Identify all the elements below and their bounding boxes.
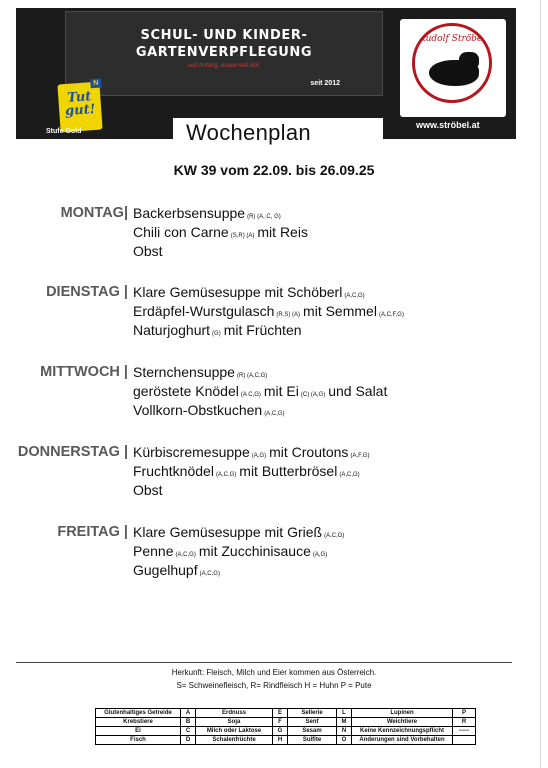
footer-divider [16,662,512,663]
allergen-letter: R [453,718,476,727]
allergen-code: (A,C,F,G) [378,312,404,318]
title-line-1: SCHUL- UND KINDER- [140,28,308,43]
allergen-row [96,736,476,745]
allergen-row [96,709,476,718]
dish-text: Naturjoghurt [133,322,211,338]
dish-text: Fruchtknödel [133,463,214,479]
dish-text: Obst [133,482,163,498]
allergen-name: Senf [288,718,337,727]
logo-ring [412,23,492,103]
dish-text: Sternchensuppe [133,364,235,380]
allergen-name: Änderungen sind Vorbehalten [352,736,453,745]
dish-text: und Salat [328,383,388,399]
dish-text: Penne [133,543,174,559]
dish-text: mit Früchten [223,322,302,338]
tut-gut-badge [57,79,102,133]
allergen-code: (C) (A,G) [300,392,326,398]
dish-text: mit Ei [263,383,299,399]
brand-logo [400,19,506,117]
allergen-letter: E [273,709,288,718]
page-edge [540,0,541,768]
menu-item [133,400,287,424]
allergen-name: Weichtiere [352,718,453,727]
dish-text: Gugelhupf [133,562,198,578]
day-label: MITTWOCH | [40,364,128,380]
allergen-name: Sesam [288,727,337,736]
allergen-row [96,727,476,736]
allergen-letter [453,736,476,745]
allergen-name: Lupinen [352,709,453,718]
allergen-name: Ei [96,727,181,736]
badge-level: Stufe Gold [46,128,82,135]
dish-text: Chili con Carne [133,224,229,240]
allergen-code: (R,S) (A) [276,312,301,318]
website: www.ströbel.at [416,120,480,130]
allergen-code: (A,C,G) [339,472,360,478]
allergen-code: (R) (A,C,G) [236,373,268,379]
allergen-code: (A,G) [251,453,267,459]
badge-corner: N [90,78,102,88]
since-label: seit 2012 [310,80,340,87]
allergen-letter: M [337,718,352,727]
allergen-code: (A,C,G) [215,472,237,478]
page-heading: Wochenplan [186,120,311,145]
allergen-code: (A C,G) [240,392,261,398]
dish-text: mit Semmel [303,303,377,319]
allergen-letter: B [181,718,196,727]
dish-text: Erdäpfel-Wurstgulasch [133,303,275,319]
allergen-letter: H [273,736,288,745]
header-banner [16,8,516,145]
title-board [65,11,383,96]
allergen-code: (S,R) (A) [230,233,255,239]
allergen-table [95,708,476,745]
dish-text: Obst [133,243,163,259]
dish-text: Klare Gemüsesuppe mit Schöberl [133,284,343,300]
allergen-name: Fisch [96,736,181,745]
allergen-name: Krebstiere [96,718,181,727]
dish-text: mit Butterbrösel [239,463,338,479]
allergen-name: Soja [196,718,273,727]
badge-text: Tut gut! [64,89,96,120]
allergen-letter: A [181,709,196,718]
allergen-letter: L [337,709,352,718]
title-line-2: GARTENVERPFLEGUNG [135,45,313,60]
allergen-name: Sellerie [288,709,337,718]
allergen-code: (A,C,G) [344,293,365,299]
allergen-letter: P [453,709,476,718]
meat-legend: S= Schweinefleisch, R= Rindfleisch H = Huhn P = Pute [176,681,372,690]
allergen-code: (R) (A, C, G) [247,214,281,220]
dish-text: Backerbsensuppe [133,205,246,221]
allergen-letter: N [337,727,352,736]
allergen-letter: ----- [453,727,476,736]
dish-text: Klare Gemüsesuppe mit Grieß [133,524,323,540]
dish-text: Kürbiscremesuppe [133,444,250,460]
allergen-code: (A,C,G) [264,411,285,417]
allergen-name: Milch oder Laktose [196,727,273,736]
day-label: FREITAG | [57,524,128,540]
menu-item [133,480,163,500]
origin-note: Herkunft: Fleisch, Milch und Eier kommen aus Österreich. [171,668,377,677]
dish-text: mit Reis [257,224,308,240]
allergen-code: (A,F,G) [350,453,370,459]
dish-text: Vollkorn-Obstkuchen [133,402,263,418]
allergen-letter: F [273,718,288,727]
week-heading: KW 39 vom 22.09. bis 26.09.25 [173,162,375,178]
bull-head-icon [459,52,479,70]
brand-name: Rudolf Ströbel [418,34,486,44]
menu-item [133,241,163,261]
allergen-code: (G) [212,331,221,337]
allergen-name: Schalenfrüchte [196,736,273,745]
allergen-letter: D [181,736,196,745]
tagline: seit Anfang, essen seit Anf. [187,63,261,69]
allergen-name: Glutenhaltiges Getreide [96,709,181,718]
menu-item [133,320,302,344]
dish-text: mit Zucchinisauce [198,543,311,559]
menu-item [133,560,222,584]
allergen-letter: G [273,727,288,736]
allergen-code: (A,C,G) [175,552,196,558]
day-label: DONNERSTAG | [17,444,128,460]
allergen-row [96,718,476,727]
day-label: MONTAG| [60,205,128,221]
allergen-name: Sulfite [288,736,337,745]
allergen-letter: C [181,727,196,736]
dish-text: geröstete Knödel [133,383,239,399]
allergen-code: (A,G) [312,552,328,558]
allergen-name: Erdnuss [196,709,273,718]
dish-text: mit Croutons [269,444,349,460]
allergen-letter: O [337,736,352,745]
allergen-code: (A,C,G) [324,533,345,539]
wochenplan-box [173,118,383,147]
allergen-code: (A,C,G) [199,571,220,577]
day-label: DIENSTAG | [46,284,128,300]
menu-item [133,461,362,485]
allergen-name: Keine Kennzeichnungspflicht [352,727,453,736]
